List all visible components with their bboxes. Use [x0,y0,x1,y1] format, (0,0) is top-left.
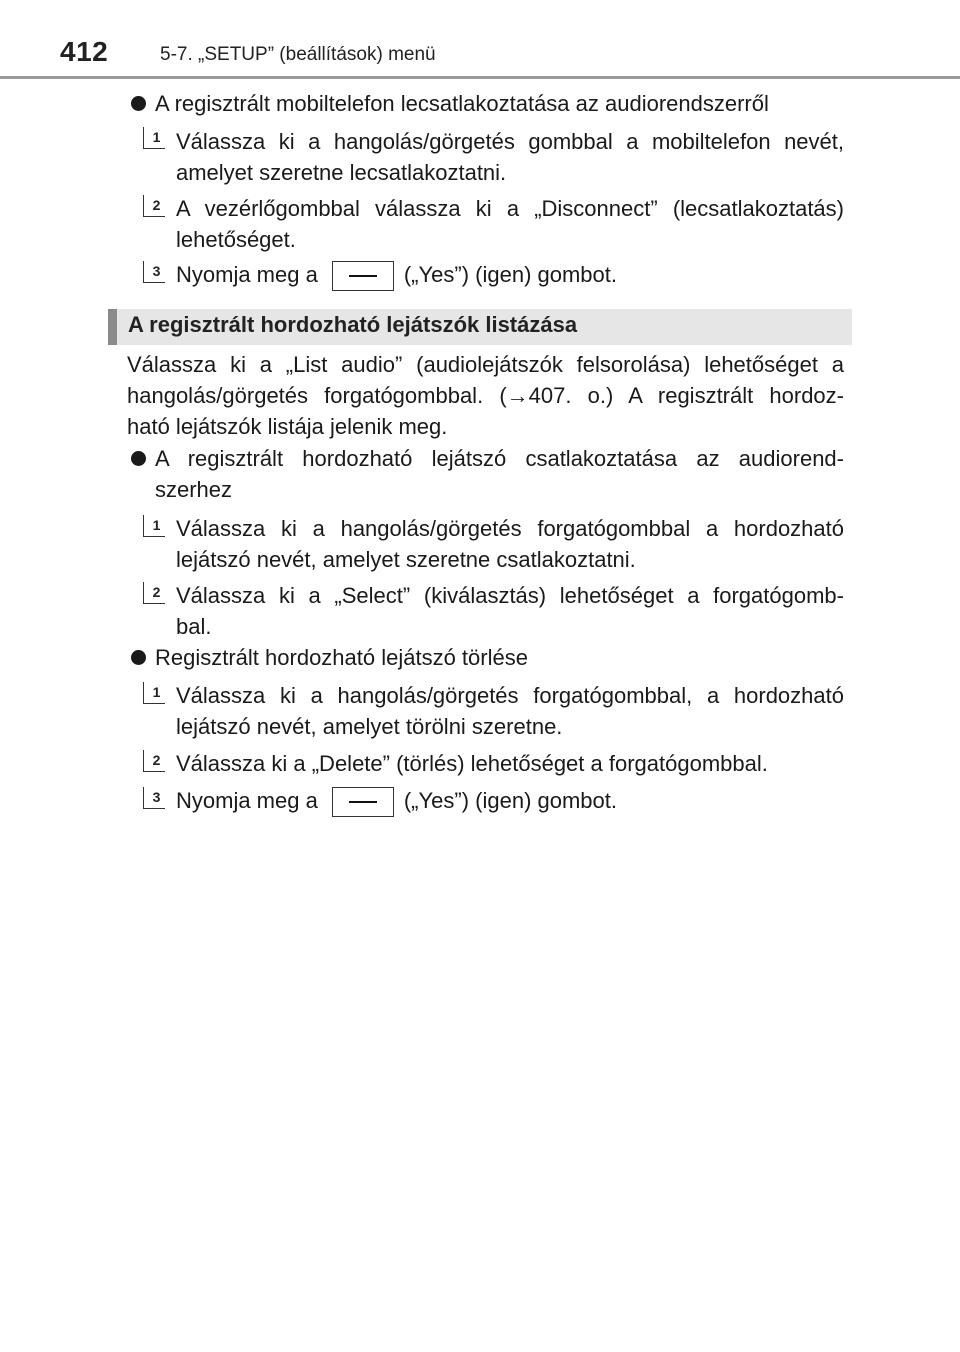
step-text: amelyet szeretne lecsatlakoztatni. [176,160,507,185]
bullet-icon [131,96,146,111]
bullet-disconnect-phone: A regisztrált mobiltelefon lecsatlakoztatása az audiorendszerről [155,91,769,116]
bullet-delete-player: Regisztrált hordozható lejátszó törlése [155,645,528,670]
header-divider [0,76,960,79]
step-number-badge: 1 [143,515,165,537]
bullet-icon [131,650,146,665]
step-number-badge: 1 [143,682,165,704]
step-number-badge: 3 [143,261,165,283]
yes-key-icon [332,261,394,291]
step-text: lehetőséget. [176,227,296,252]
step-text [176,258,617,292]
section-title: 5-7. „SETUP” (beállítások) menü [160,44,436,65]
step-text: Válassza ki a hangolás/görgetés gombbal a mobiltelefon nevét, [176,129,844,154]
step-text [176,784,617,818]
subsection-heading [108,309,852,345]
step-text: Válassza ki a hangolás/görgetés forgatógombbal, a hordozható [176,683,844,708]
step-number-badge: 1 [143,127,165,149]
page-number: 412 [60,36,109,67]
step-text: A vezérlőgombbal válassza ki a „Disconnect” (lecsatlakoztatás) [176,196,844,221]
yes-key-icon [332,787,394,817]
step-number-badge: 3 [143,787,165,809]
bullet-connect-player: szerhez [155,477,233,502]
paragraph-line: Válassza ki a „List audio” (audiolejátszók felsorolása) lehetőséget a [127,352,844,377]
page-header [0,0,960,80]
paragraph-line: hangolás/görgetés forgatógombbal. (→407. o.) A regisztrált hordoz- [127,383,844,408]
paragraph-line: ható lejátszók listája jelenik meg. [127,414,448,439]
step-text: Válassza ki a „Delete” (törlés) lehetőséget a forgatógombbal. [176,751,768,776]
step-number-badge: 2 [143,750,165,772]
step-number-badge: 2 [143,195,165,217]
step-text-after: („Yes”) (igen) gombot. [403,262,618,287]
bullet-connect-player: A regisztrált hordozható lejátszó csatlakoztatása az audiorend- [155,446,844,471]
step-text: Válassza ki a hangolás/görgetés forgatógombbal a hordozható [176,516,844,541]
step-text: bal. [176,614,212,639]
bullet-icon [131,451,146,466]
heading-accent [108,309,117,345]
step-text: lejátszó nevét, amelyet törölni szeretne. [176,714,563,739]
step-text-before: Nyomja meg a [176,788,318,813]
step-text: lejátszó nevét, amelyet szeretne csatlakoztatni. [176,547,636,572]
step-text: Válassza ki a „Select” (kiválasztás) lehetőséget a forgatógomb- [176,583,844,608]
step-text-before: Nyomja meg a [176,262,318,287]
step-text-after: („Yes”) (igen) gombot. [403,788,618,813]
subsection-heading-text: A regisztrált hordozható lejátszók listázása [128,312,578,337]
step-number-badge: 2 [143,582,165,604]
